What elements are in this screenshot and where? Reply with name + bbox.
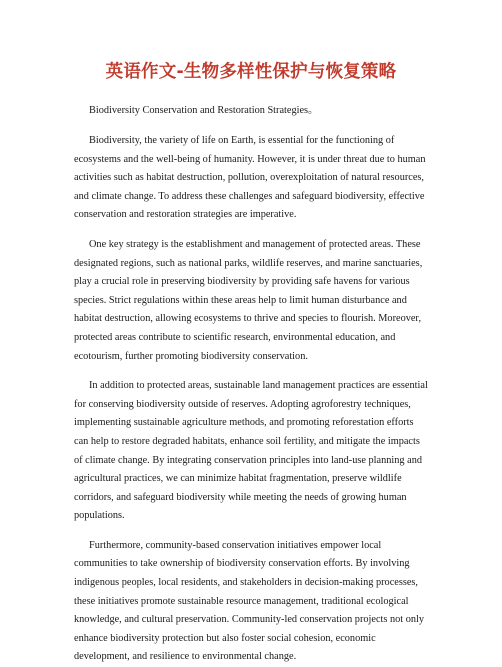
document-subtitle: Biodiversity Conservation and Restoration Strategies。 xyxy=(89,105,319,116)
paragraph-community-conservation: Furthermore, community-based conservation initiatives empower local communities to take ownership of biodiversity conservation efforts. By involving indigenous peoples, local residents, and stakeholders in decision-making processes, these initiatives promote sustainable resource management, traditional ecological knowledge, and cultural preservation. Community-led conservation projects not only enhance biodiversity protection but also foster social cohesion, economic development, and resilience to environmental change. xyxy=(74,539,425,663)
paragraph-protected-areas: One key strategy is the establishment and management of protected areas. These designated regions, such as national parks, wildlife reserves, and marine sanctuaries, play a crucial role in preserving biodiversity by providing safe havens for various species. Strict regulations within these areas help to limit human disturbance and habitat destruction, allowing ecosystems to thrive and species to flourish. Moreover, protected areas contribute to scientific research, environmental education, and ecotourism, further promoting biodiversity conservation. xyxy=(74,238,423,362)
paragraph-land-management: In addition to protected areas, sustainable land management practices are essential for conserving biodiversity outside of reserves. Adopting agroforestry techniques, implementing sustainable agriculture methods, and promoting reforestation efforts can help to restore degraded habitats, enhance soil fertility, and mitigate the impacts of climate change. By integrating conservation principles into land-use planning and agricultural practices, we can minimize habitat fragmentation, preserve wildlife corridors, and safeguard biodiversity while meeting the needs of growing human populations. xyxy=(74,380,428,522)
document-title: 英语作文-生物多样性保护与恢复策略 xyxy=(105,62,397,82)
paragraph-intro: Biodiversity, the variety of life on Earth, is essential for the functioning of ecosystems and the well-being of humanity. However, it is under threat due to human activities such as habitat destruction, pollution, overexploitation of natural resources, and climate change. To address these challenges and safeguard biodiversity, effective conservation and restoration strategies are imperative. xyxy=(74,135,426,221)
